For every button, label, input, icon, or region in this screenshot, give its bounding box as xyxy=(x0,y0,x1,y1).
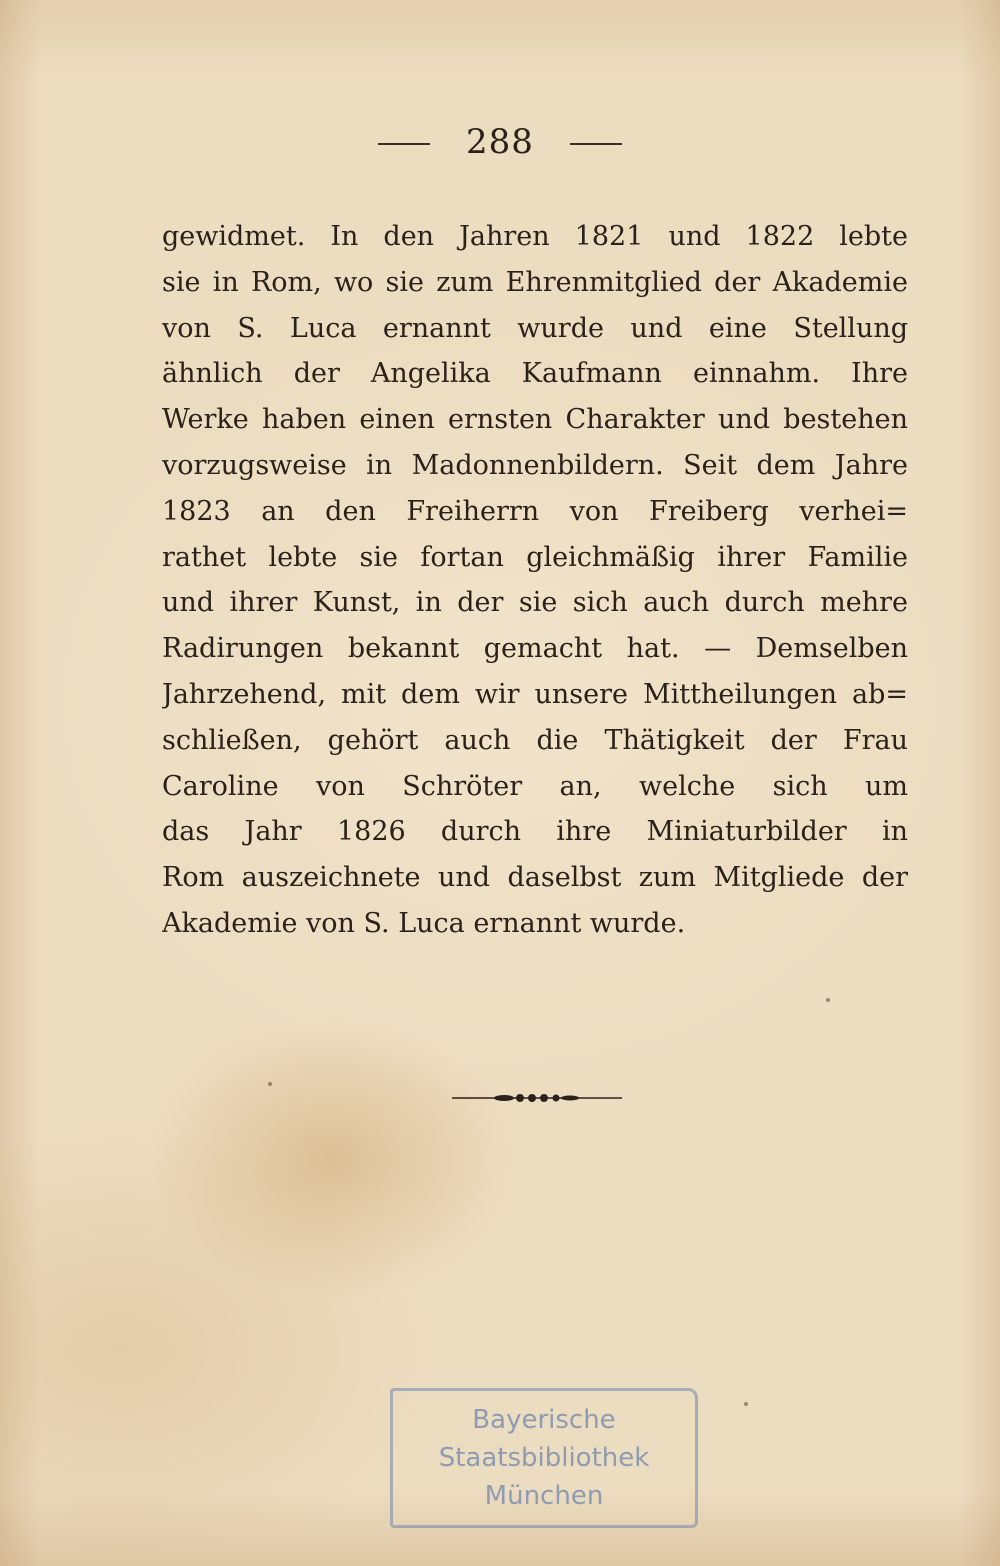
text-line: Radirungen bekannt gemacht hat. — Demselben xyxy=(162,633,908,665)
page-number: 288 xyxy=(466,122,534,162)
text-line: Werke haben einen ernsten Charakter und bestehen xyxy=(162,404,908,436)
text-line: das Jahr 1826 durch ihre Miniaturbilder in xyxy=(162,816,908,848)
end-ornament-icon xyxy=(452,1088,622,1108)
text-line: Jahrzehend, mit dem wir unsere Mittheilungen ab= xyxy=(162,678,908,710)
text-line: gewidmet. In den Jahren 1821 und 1822 lebte xyxy=(162,221,908,252)
stamp-line-3: München xyxy=(484,1481,604,1511)
text-line: 1823 an den Freiherrn von Freiberg verhei= xyxy=(162,495,908,527)
library-stamp xyxy=(390,1388,698,1528)
text-line: Rom auszeichnete und daselbst zum Mitgliede der xyxy=(162,862,908,894)
paper-speck xyxy=(744,1402,748,1406)
text-line: und ihrer Kunst, in der sie sich auch durch mehre xyxy=(162,587,908,619)
text-line: von S. Luca ernannt wurde und eine Stellung xyxy=(162,312,908,344)
body-text xyxy=(162,214,908,947)
header-dash-left xyxy=(378,143,430,145)
text-line: sie in Rom, wo sie zum Ehrenmitglied der Akademie xyxy=(162,266,908,298)
paper-speck xyxy=(268,1082,272,1086)
text-line: vorzugsweise in Madonnenbildern. Seit dem Jahre xyxy=(162,449,908,481)
header-dash-right xyxy=(570,143,622,145)
paper-speck xyxy=(826,998,830,1002)
stamp-line-1: Bayerische xyxy=(472,1405,616,1435)
text-line: schließen, gehört auch die Thätigkeit der Frau xyxy=(162,724,908,756)
text-line: ähnlich der Angelika Kaufmann einnahm. Ihre xyxy=(162,358,908,390)
stamp-line-2: Staatsbibliothek xyxy=(438,1443,650,1473)
text-line: rathet lebte sie fortan gleichmäßig ihrer Familie xyxy=(162,541,908,573)
text-line: Akademie von S. Luca ernannt wurde. xyxy=(162,907,686,939)
page-header xyxy=(0,122,1000,172)
text-line: Caroline von Schröter an, welche sich um xyxy=(162,770,908,802)
